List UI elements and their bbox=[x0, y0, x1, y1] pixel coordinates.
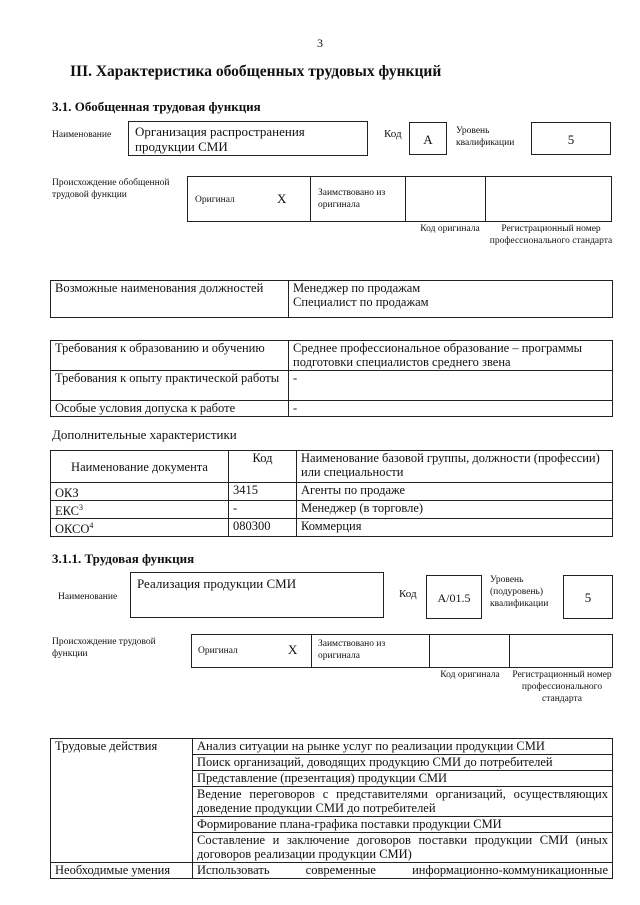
tf-origin-label: Происхождение трудовой функции bbox=[52, 637, 156, 659]
gtf-reg-number-label: Регистрационный номер профессионального стандарта bbox=[489, 224, 613, 246]
tf-original-label: Оригинал bbox=[198, 646, 238, 656]
gtf-level-value: 5 bbox=[531, 122, 611, 155]
positions-label: Возможные наименования должностей bbox=[51, 281, 289, 318]
action-item: Формирование плана-графика поставки продукции СМИ bbox=[193, 817, 613, 833]
tf-borrowed-label: Заимствовано из оригинала bbox=[318, 639, 386, 661]
req-value: - bbox=[289, 401, 613, 417]
tf-code-label: Код bbox=[399, 588, 417, 600]
skill-item: Использовать современные информационно-коммуникационные bbox=[193, 863, 613, 879]
actions-label: Трудовые действия bbox=[51, 739, 193, 863]
add-row-doc: ОКСО$^4$ bbox=[51, 519, 229, 537]
actions-table bbox=[50, 738, 613, 879]
gtf-borrowed-label: Заимствовано из оригинала bbox=[318, 188, 386, 210]
add-header-code: Код bbox=[229, 451, 297, 483]
tf-level-value: 5 bbox=[563, 575, 613, 619]
tf-code-value: A/01.5 bbox=[426, 575, 482, 619]
req-value: Среднее профессиональное образование – программы подготовки специалистов среднего звена bbox=[289, 341, 613, 371]
action-item: Анализ ситуации на рынке услуг по реализации продукции СМИ bbox=[193, 739, 613, 755]
action-item: Ведение переговоров с представителями организаций, осуществляющих доведение продукции СМИ до потребителей bbox=[193, 787, 613, 817]
positions-list bbox=[289, 281, 613, 318]
tf-heading: 3.1.1. Трудовая функция bbox=[52, 551, 195, 566]
add-row-name: Коммерция bbox=[297, 519, 613, 537]
add-row-doc: ЕКС$^3$ bbox=[51, 501, 229, 519]
tf-name-value: Реализация продукции СМИ bbox=[130, 572, 384, 618]
requirements-table bbox=[50, 340, 613, 417]
position-item: Специалист по продажам bbox=[293, 295, 429, 309]
gtf-origin-label: Происхождение обобщенной трудовой функции bbox=[52, 178, 170, 200]
tf-original-mark: X bbox=[288, 642, 298, 657]
gtf-heading: 3.1. Обобщенная трудовая функция bbox=[52, 99, 261, 114]
add-row-code: - bbox=[229, 501, 297, 519]
tf-reg-number-label: Регистрационный номер профессионального стандарта bbox=[512, 670, 612, 704]
gtf-code-original-label: Код оригинала bbox=[420, 224, 480, 234]
gtf-original-mark: X bbox=[277, 191, 287, 206]
position-item: Менеджер по продажам bbox=[293, 281, 421, 295]
tf-name-label: Наименование bbox=[58, 592, 118, 602]
add-row-name: Менеджер (в торговле) bbox=[297, 501, 613, 519]
add-row-name: Агенты по продаже bbox=[297, 483, 613, 501]
gtf-code-value: A bbox=[409, 122, 447, 155]
skills-label: Необходимые умения bbox=[51, 863, 193, 879]
section-title: III. Характеристика обобщенных трудовых функций bbox=[70, 63, 442, 80]
gtf-name-label: Наименование bbox=[52, 130, 112, 140]
req-label: Особые условия допуска к работе bbox=[51, 401, 289, 417]
positions-table bbox=[50, 280, 613, 318]
req-label: Требования к образованию и обучению bbox=[51, 341, 289, 371]
add-row-doc: ОКЗ bbox=[51, 483, 229, 501]
req-value: - bbox=[289, 371, 613, 401]
gtf-code-label: Код bbox=[384, 128, 402, 140]
add-row-code: 080300 bbox=[229, 519, 297, 537]
add-header-doc: Наименование документа bbox=[51, 451, 229, 483]
gtf-name-value: Организация распространения продукции СМИ bbox=[128, 121, 368, 156]
add-header-name: Наименование базовой группы, должности (профессии) или специальности bbox=[297, 451, 613, 483]
action-item: Поиск организаций, доводящих продукцию СМИ до потребителей bbox=[193, 755, 613, 771]
additional-table bbox=[50, 450, 613, 537]
gtf-original-label: Оригинал bbox=[195, 195, 235, 205]
gtf-level-label: Уровень квалификации bbox=[456, 126, 515, 148]
action-item: Представление (презентация) продукции СМИ bbox=[193, 771, 613, 787]
tf-level-label: Уровень (подуровень) квалификации bbox=[490, 575, 549, 609]
additional-title: Дополнительные характеристики bbox=[52, 427, 237, 442]
add-row-code: 3415 bbox=[229, 483, 297, 501]
tf-code-original-label: Код оригинала bbox=[440, 670, 500, 680]
action-item: Составление и заключение договоров поставки продукции СМИ (иных договоров реализации продукции СМИ) bbox=[193, 833, 613, 863]
req-label: Требования к опыту практической работы bbox=[51, 371, 289, 401]
page-number: 3 bbox=[317, 36, 323, 50]
